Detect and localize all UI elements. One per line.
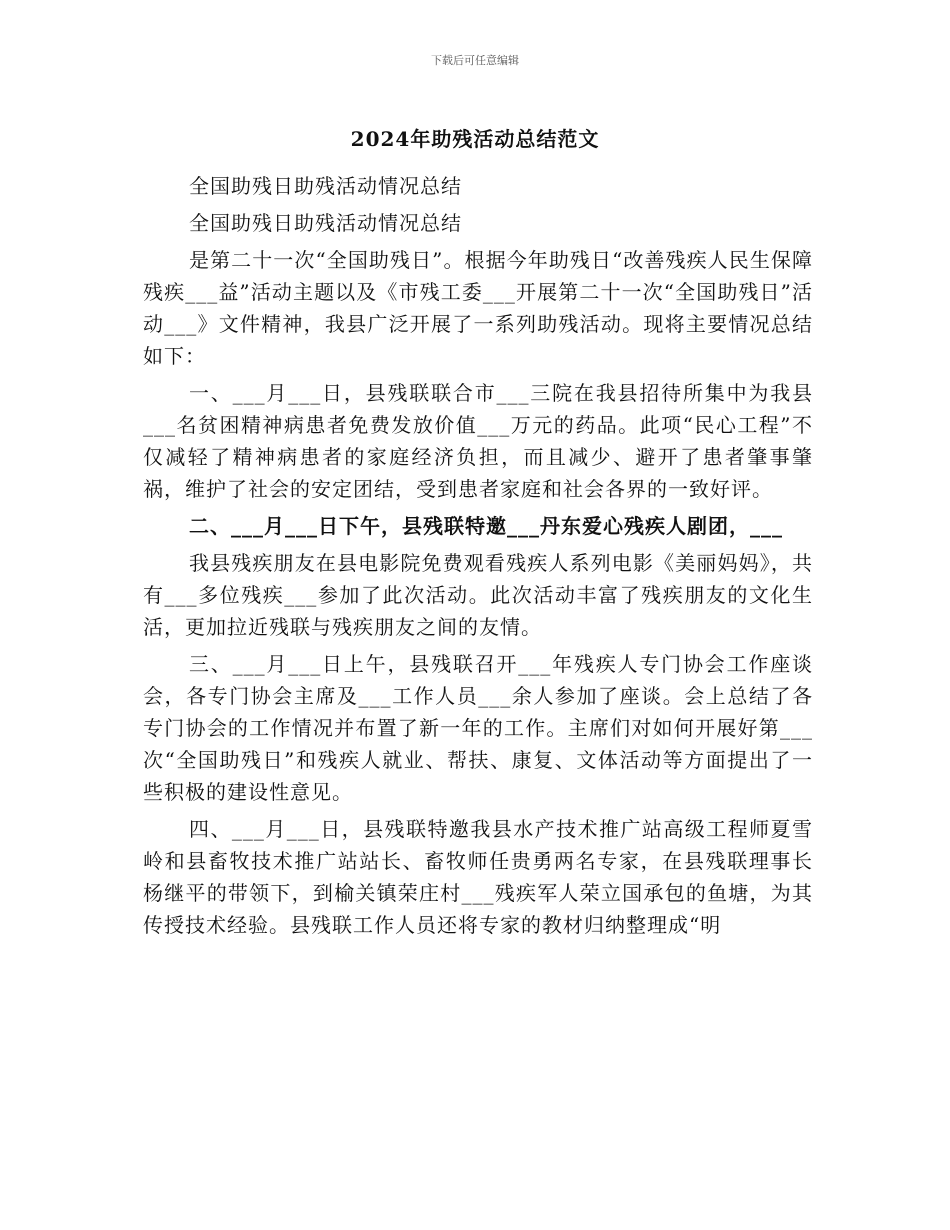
paragraph: 三、___月___日上午，县残联召开___年残疾人专门协会工作座谈会，各专门协会主席及___工作人员___余人参加了座谈。会上总结了各专门协会的工作情况并布置了新一年的工作。主席们对如何开展好第___次“全国助残日”和残疾人就业、帮扶、康复、文体活动等方面提出了一些积极的建设性意见。 [143,652,813,804]
paragraph: 全国助残日助残活动情况总结 [189,211,462,235]
paragraph: 全国助残日助残活动情况总结 [189,174,462,198]
paragraph-bold: 二、___月___日下午，县残联特邀___丹东爱心残疾人剧团，___ [189,514,783,538]
header-note: 下载后可任意编辑 [431,54,519,67]
paragraph: 一、___月___日，县残联联合市___三院在我县招待所集中为我县___名贫困精神病患者免费发放价值___万元的药品。此项“民心工程”不仅减轻了精神病患者的家庭经济负担，而且减少、避开了患者肇事肇祸，维护了社会的安定团结，受到患者家庭和社会各界的一致好评。 [143,381,813,501]
paragraph: 我县残疾朋友在县电影院免费观看残疾人系列电影《美丽妈妈》，共有___多位残疾___参加了此次活动。此次活动丰富了残疾朋友的文化生活，更加拉近残联与残疾朋友之间的友情。 [143,551,813,639]
document-body [143,170,813,946]
paragraph: 是第二十一次“全国助残日”。根据今年助残日“改善残疾人民生保障残疾___益”活动主题以及《市残工委___开展第二十一次“全国助残日”活动___》文件精神，我县广泛开展了一系列助残活动。现将主要情况总结如下： [143,248,813,368]
document-title: 2024年助残活动总结范文 [350,127,600,151]
paragraph: 四、___月___日，县残联特邀我县水产技术推广站高级工程师夏雪岭和县畜牧技术推广站站长、畜牧师任贵勇两名专家，在县残联理事长杨继平的带领下，到榆关镇荣庄村___残疾军人荣立国承包的鱼塘，为其传授技术经验。县残联工作人员还将专家的教材归纳整理成“明 [143,817,813,937]
